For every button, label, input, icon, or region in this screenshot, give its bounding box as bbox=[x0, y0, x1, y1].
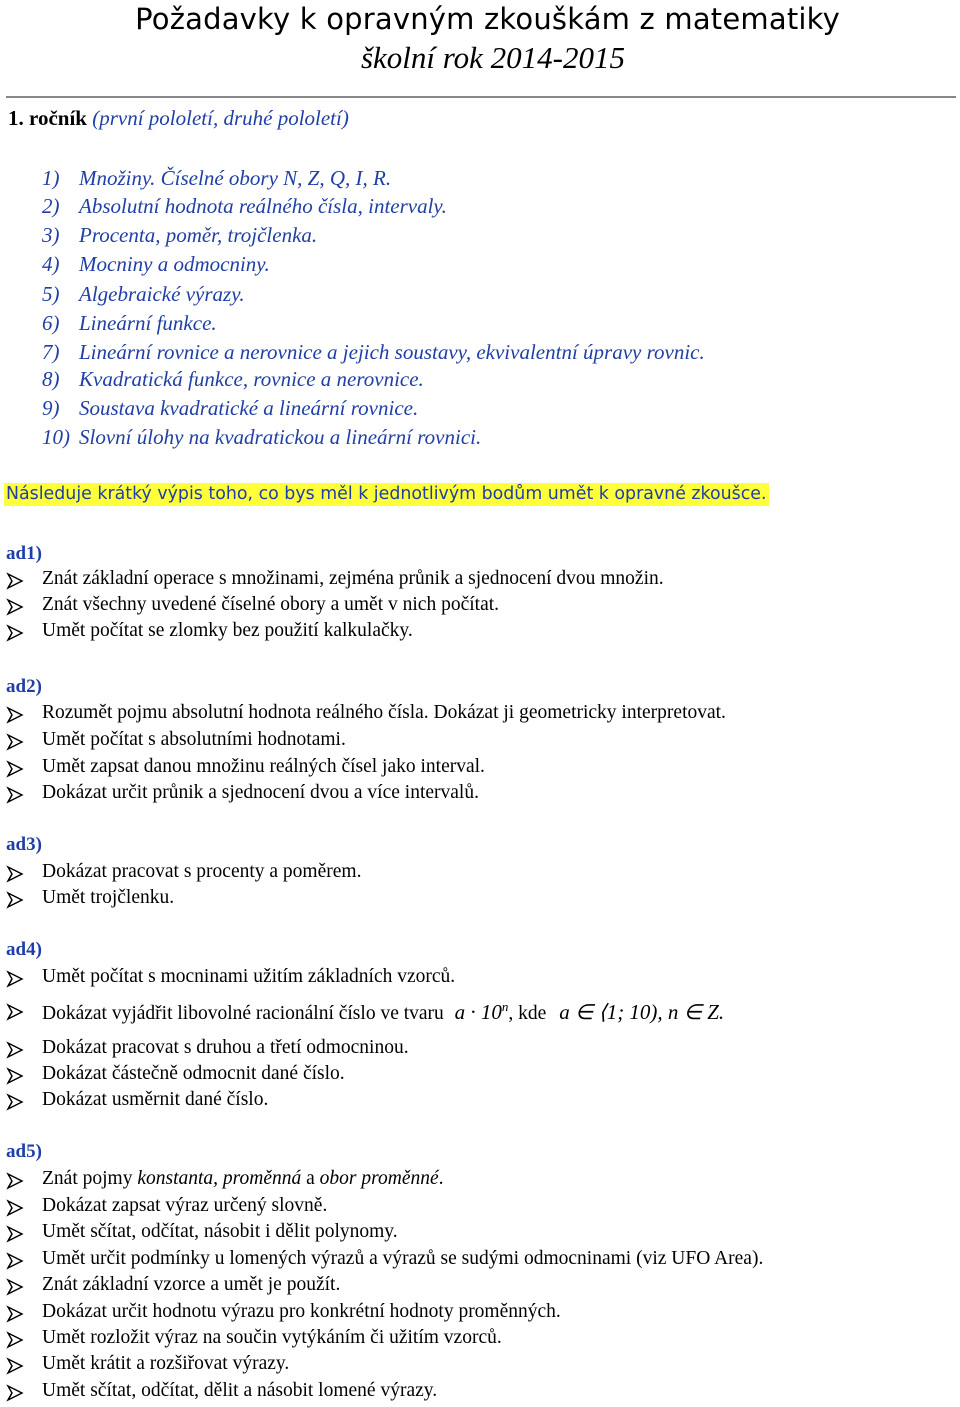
topic-item: 10) Slovní úlohy na kvadratickou a lineární rovnici. bbox=[42, 425, 482, 449]
topic-item: 7) Lineární rovnice a nerovnice a jejich soustavy, ekvivalentní úpravy rovnic. bbox=[42, 340, 705, 364]
arrow-bullet-icon bbox=[6, 1003, 24, 1021]
grade-heading bbox=[8, 106, 349, 131]
topic-item: 2) Absolutní hodnota reálného čísla, intervaly. bbox=[42, 194, 447, 218]
grade-note: (první pololetí, druhé pololetí) bbox=[92, 106, 349, 130]
section-heading-ad1: ad1) bbox=[6, 543, 42, 564]
topic-item: 5) Algebraické výrazy. bbox=[42, 282, 245, 306]
topic-item: 8) Kvadratická funkce, rovnice a nerovnice. bbox=[42, 367, 424, 391]
arrow-bullet-icon bbox=[6, 865, 24, 883]
document-title: Požadavky k opravným zkouškám z matematiky bbox=[135, 2, 840, 36]
arrow-bullet-icon bbox=[6, 598, 24, 616]
topic-item: 3) Procenta, poměr, trojčlenka. bbox=[42, 223, 318, 247]
topic-item: 1) Množiny. Číselné obory N, Z, Q, I, R. bbox=[42, 166, 392, 190]
topic-item: 9) Soustava kvadratické a lineární rovnice. bbox=[42, 396, 419, 420]
arrow-bullet-icon bbox=[6, 1305, 24, 1323]
section-heading-ad3: ad3) bbox=[6, 834, 42, 855]
arrow-bullet-icon bbox=[6, 760, 24, 778]
topic-item: 4) Mocniny a odmocniny. bbox=[42, 252, 270, 276]
arrow-bullet-icon bbox=[6, 970, 24, 988]
header-divider bbox=[6, 96, 956, 98]
highlighted-intro: Následuje krátký výpis toho, co bys měl k jednotlivým bodům umět k opravné zkoušce. bbox=[6, 484, 767, 504]
arrow-bullet-icon bbox=[6, 786, 24, 804]
arrow-bullet-icon bbox=[6, 706, 24, 724]
arrow-bullet-icon bbox=[6, 1252, 24, 1270]
arrow-bullet-icon bbox=[6, 1041, 24, 1059]
formula-condition: a ∈ ⟨1; 10), n ∈ Z. bbox=[559, 1000, 725, 1024]
arrow-bullet-icon bbox=[6, 1225, 24, 1243]
arrow-bullet-icon bbox=[6, 1331, 24, 1349]
section-heading-ad4: ad4) bbox=[6, 939, 42, 960]
arrow-bullet-icon bbox=[6, 733, 24, 751]
arrow-bullet-icon bbox=[6, 1357, 24, 1375]
topic-item: 6) Lineární funkce. bbox=[42, 311, 217, 335]
arrow-bullet-icon bbox=[6, 1172, 24, 1190]
arrow-bullet-icon bbox=[6, 1199, 24, 1217]
section-heading-ad5: ad5) bbox=[6, 1141, 42, 1162]
arrow-bullet-icon bbox=[6, 624, 24, 642]
arrow-bullet-icon bbox=[6, 1067, 24, 1085]
arrow-bullet-icon bbox=[6, 1093, 24, 1111]
school-year: školní rok 2014-2015 bbox=[360, 40, 625, 75]
arrow-bullet-icon bbox=[6, 891, 24, 909]
arrow-bullet-icon bbox=[6, 572, 24, 590]
arrow-bullet-icon bbox=[6, 1384, 24, 1402]
arrow-bullet-icon bbox=[6, 1278, 24, 1296]
section-heading-ad2: ad2) bbox=[6, 676, 42, 697]
grade-label: 1. ročník bbox=[8, 106, 87, 130]
formula-power: $a \cdot 10^n$ bbox=[454, 999, 509, 1024]
